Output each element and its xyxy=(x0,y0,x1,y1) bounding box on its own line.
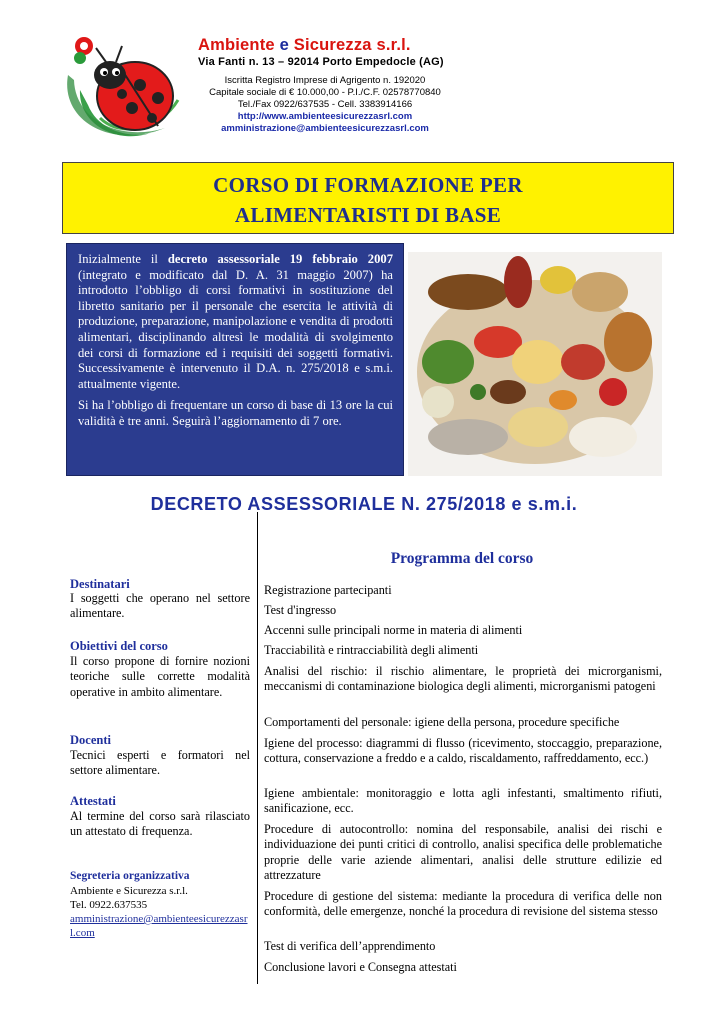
destinatari-heading: Destinatari xyxy=(70,577,130,591)
company-name: Ambiente e Sicurezza s.r.l. xyxy=(198,36,411,54)
registry-info: Iscritta Registro Imprese di Agrigento n. 192020 xyxy=(224,75,426,86)
segreteria-email-link[interactable]: amministrazione@ambienteesicurezzasrl.com xyxy=(70,913,248,939)
obiettivi-text: Il corso propone di fornire nozioni teoriche sulle corrette modalità operative in ambito alimentare. xyxy=(70,654,250,699)
programma-item: Tracciabilità e rintracciabilità degli alimenti xyxy=(264,643,479,657)
programma-item: Procedure di gestione del sistema: mediante la procedura di verifica delle non conformità, delle emergenze, nonché la procedura di revisione del sistema stesso xyxy=(264,889,662,919)
food-photo xyxy=(408,252,662,476)
decreto-heading: DECRETO ASSESSORIALE N. 275/2018 e s.m.i. xyxy=(150,494,578,514)
segreteria-name: Ambiente e Sicurezza s.r.l. xyxy=(70,885,188,897)
ladybug-logo xyxy=(60,30,190,148)
destinatari-text: I soggetti che operano nel settore alimentare. xyxy=(70,591,250,621)
programma-item: Procedure di autocontrollo: nomina del responsabile, analisi dei rischi e individuazione dei punti critici di controllo, analisi specifica delle problematiche proprie delle varie aziende alimentari, analisi delle strutture edilizie ed attrezzature xyxy=(264,822,662,883)
attestati-heading: Attestati xyxy=(70,794,116,808)
intro-box xyxy=(66,243,404,476)
capital-info: Capitale sociale di € 10.000,00 - P.I./C.F. 02578770840 xyxy=(209,87,441,98)
programma-item: Test d'ingresso xyxy=(264,603,337,617)
course-title-line2: ALIMENTARISTI DI BASE xyxy=(234,203,502,227)
website-link[interactable]: http://www.ambienteesicurezzasrl.com xyxy=(237,111,413,122)
company-address: Via Fanti n. 13 – 92014 Porto Empedocle (AG) xyxy=(198,56,444,68)
programma-item: Igiene ambientale: monitoraggio e lotta agli infestanti, smaltimento rifiuti, sanificazione, ecc. xyxy=(264,786,662,816)
programma-item: Accenni sulle principali norme in materia di alimenti xyxy=(264,623,523,637)
programma-item: Analisi del rischio: il rischio alimentare, le proprietà dei microrganismi, meccanismi di contaminazione biologica degli alimenti, microrganismi patogeni xyxy=(264,664,662,694)
programma-item: Test di verifica dell’apprendimento xyxy=(264,939,436,953)
docenti-heading: Docenti xyxy=(70,733,111,747)
programma-title: Programma del corso xyxy=(390,550,534,567)
course-title-line1: CORSO DI FORMAZIONE PER xyxy=(213,173,523,197)
docenti-text: Tecnici esperti e formatori nel settore alimentare. xyxy=(70,748,250,778)
email-link[interactable]: amministrazione@ambienteesicurezzasrl.com xyxy=(221,123,429,134)
course-title-box xyxy=(62,162,674,234)
column-divider xyxy=(257,512,258,984)
intro-paragraph-2: Si ha l’obbligo di frequentare un corso di base di 13 ore la cui validità è tre anni. Seguirà l’aggiornamento di 7 ore. xyxy=(78,398,393,428)
intro-paragraph-1: Inizialmente il decreto assessoriale 19 febbraio 2007 (integrato e modificato dal D. A. 31 maggio 2007) ha introdotto l’obbligo di corsi formativi in sostituzione del libretto sanitario per il personale che esercita le attività di produzione, preparazione, manipolazione e vendita di prodotti alimentari, disciplinando altresì le modalità di svolgimento dei corsi di formazione ed i requisiti dei soggetti formativi. Successivamente è intervenuto il D.A. n. 275/2018 e s.m.i. attualmente vigente. xyxy=(78,252,393,391)
programma-item: Igiene del processo: diagrammi di flusso (ricevimento, stoccaggio, preparazione, cottura, conservazione a freddo e a caldo, riscaldamento, raffreddamento, ecc.) xyxy=(264,736,662,766)
attestati-text: Al termine del corso sarà rilasciato un attestato di frequenza. xyxy=(70,809,250,839)
segreteria-tel: Tel. 0922.637535 xyxy=(70,899,148,911)
phone-info: Tel./Fax 0922/637535 - Cell. 3383914166 xyxy=(237,99,413,110)
programma-item: Conclusione lavori e Consegna attestati xyxy=(264,960,457,974)
programma-item: Registrazione partecipanti xyxy=(264,583,392,597)
segreteria-heading: Segreteria organizzativa xyxy=(70,870,190,882)
obiettivi-heading: Obiettivi del corso xyxy=(70,639,168,653)
programma-item: Comportamenti del personale: igiene della persona, procedure specifiche xyxy=(264,715,620,729)
